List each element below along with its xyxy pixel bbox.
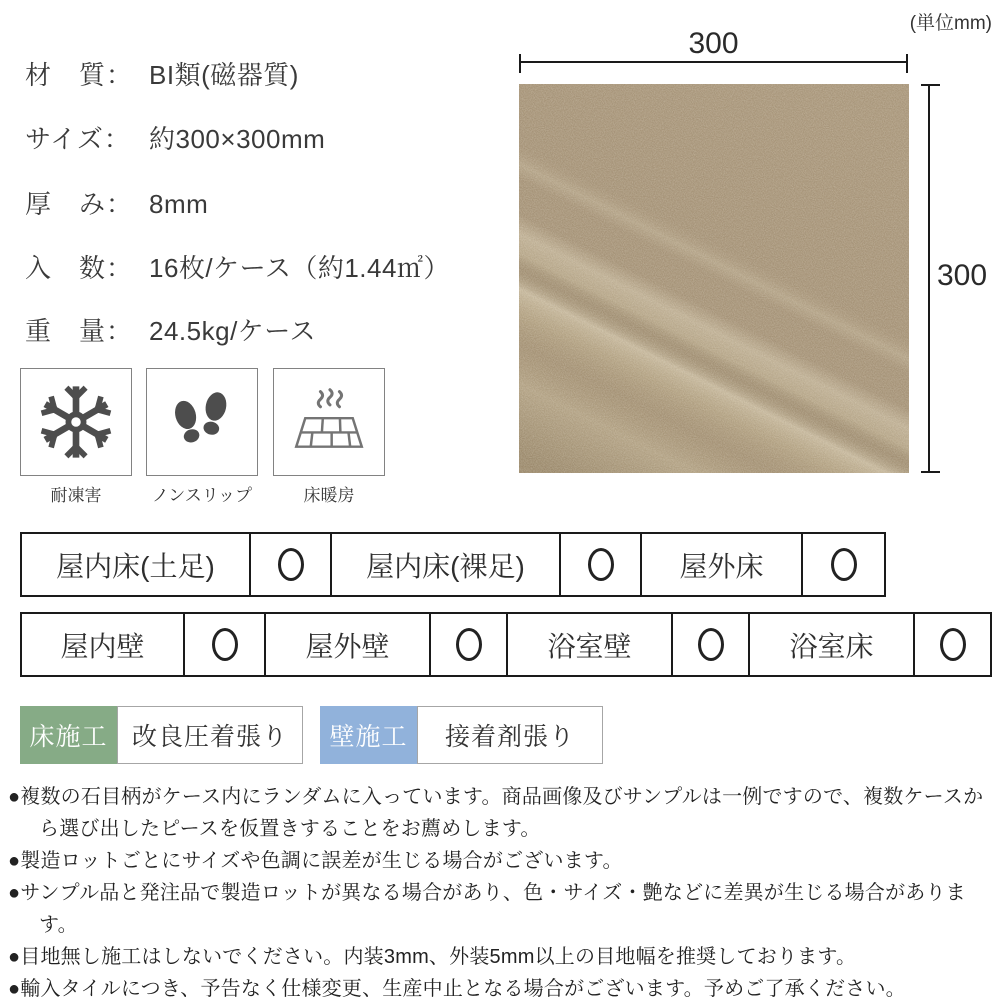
feature-label: 床暖房 xyxy=(273,481,385,506)
feature-box xyxy=(146,368,258,476)
feature-label: ノンスリップ xyxy=(146,481,258,506)
usage-cell-label: 屋内床(土足) xyxy=(22,534,251,595)
notes-list xyxy=(8,781,996,1005)
feature-non-slip xyxy=(146,368,258,506)
spec-value: 24.5kg/ケース xyxy=(149,316,316,346)
feature-frost-resistance xyxy=(20,368,132,506)
feature-label: 耐凍害 xyxy=(20,481,132,506)
spec-value: 約300×300mm xyxy=(149,124,325,154)
circle-mark xyxy=(456,628,482,661)
note-item: ●サンプル品と発注品で製造ロットが異なる場合があり、色・サイズ・艶などに差異が生じる場合があります。 xyxy=(8,877,996,941)
spec-value: BI類(磁器質) xyxy=(149,60,299,90)
usage-cell-label: 屋外壁 xyxy=(266,614,431,675)
note-item: ●製造ロットごとにサイズや色調に誤差が生じる場合がございます。 xyxy=(8,845,996,877)
dimension-line-height xyxy=(928,84,930,473)
floor-heating-icon xyxy=(291,384,367,460)
dimension-label-height: 300 xyxy=(937,259,987,293)
spec-row-size xyxy=(25,119,325,156)
tile-image xyxy=(519,84,909,473)
usage-table-floor xyxy=(20,532,886,597)
note-item: ●目地無し施工はしないでください。内装3mm、外装5mm以上の目地幅を推奨しております。 xyxy=(8,941,996,973)
snowflake-icon xyxy=(38,384,114,460)
usage-cell-label: 屋内壁 xyxy=(22,614,185,675)
spec-label: 入 数： xyxy=(25,248,149,285)
usage-cell-mark xyxy=(803,534,884,595)
circle-mark xyxy=(212,628,238,661)
usage-cell-mark xyxy=(251,534,332,595)
circle-mark xyxy=(831,548,857,581)
spec-row-thickness xyxy=(25,184,208,221)
usage-cell-mark xyxy=(673,614,750,675)
spec-row-quantity xyxy=(25,248,450,285)
circle-mark xyxy=(698,628,724,661)
circle-mark xyxy=(940,628,966,661)
usage-cell-mark xyxy=(561,534,642,595)
circle-mark xyxy=(278,548,304,581)
installation-type-badge: 壁施工 xyxy=(320,706,417,764)
installation-type-badge: 床施工 xyxy=(20,706,117,764)
usage-cell-mark xyxy=(185,614,266,675)
dimension-line-width xyxy=(519,61,908,63)
installation-method: 接着剤張り xyxy=(417,706,603,764)
usage-cell-label: 屋外床 xyxy=(642,534,803,595)
note-item: ●複数の石目柄がケース内にランダムに入っています。商品画像及びサンプルは一例ですので、複数ケースから選び出したピースを仮置きすることをお薦めします。 xyxy=(8,781,996,845)
spec-label: 厚 み： xyxy=(25,184,149,221)
usage-cell-mark xyxy=(915,614,990,675)
note-item: ●輸入タイルにつき、予告なく仕様変更、生産中止となる場合がございます。予めご了承ください。 xyxy=(8,973,996,1005)
feature-box xyxy=(273,368,385,476)
usage-table-wall xyxy=(20,612,992,677)
spec-label: サイズ： xyxy=(25,119,149,156)
feature-floor-heating xyxy=(273,368,385,506)
usage-cell-label: 屋内床(裸足) xyxy=(332,534,561,595)
spec-value: 16枚/ケース（約1.44㎡） xyxy=(149,253,450,283)
unit-note: (単位mm) xyxy=(910,8,992,35)
installation-method: 改良圧着張り xyxy=(117,706,303,764)
spec-row-material xyxy=(25,55,299,92)
spec-label: 材 質： xyxy=(25,55,149,92)
feature-box xyxy=(20,368,132,476)
spec-label: 重 量： xyxy=(25,311,149,348)
footprints-icon xyxy=(165,385,239,459)
spec-value: 8mm xyxy=(149,189,208,219)
installation-floor xyxy=(20,706,303,764)
spec-row-weight xyxy=(25,311,316,348)
installation-wall xyxy=(320,706,603,764)
usage-cell-mark xyxy=(431,614,508,675)
usage-cell-label: 浴室床 xyxy=(750,614,915,675)
circle-mark xyxy=(588,548,614,581)
tile-texture xyxy=(519,84,909,473)
usage-cell-label: 浴室壁 xyxy=(508,614,673,675)
dimension-label-width: 300 xyxy=(519,27,908,61)
